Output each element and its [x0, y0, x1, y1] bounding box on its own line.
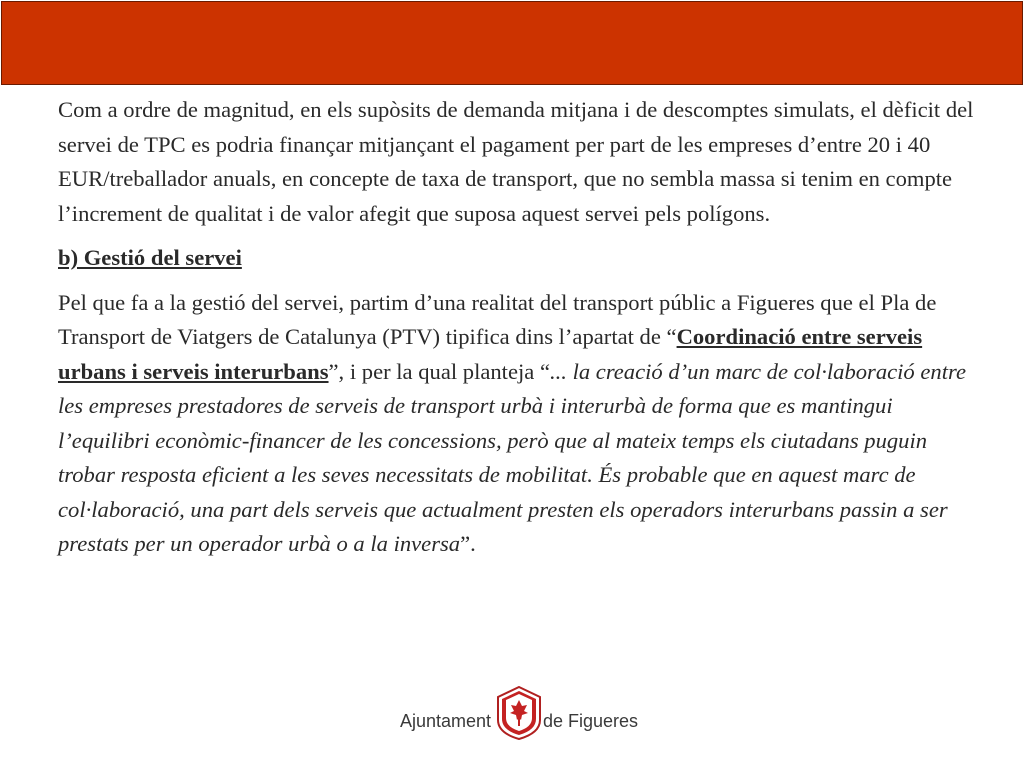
figueres-crest-icon — [497, 686, 541, 740]
paragraph-text-start: Pel que fa a la gestió del servei, partim d’una realitat del transport públic a Figueres que el Pla de Transport de Viatgers de Catalunya (PTV) tipifica dins l’apartat de “ — [58, 289, 937, 349]
paragraph-text-end: ”. — [460, 531, 476, 556]
footer-text-ajuntament: Ajuntament — [400, 711, 492, 731]
footer-logo — [400, 686, 640, 746]
management-paragraph — [58, 286, 976, 562]
slide-content — [58, 93, 976, 562]
paragraph-text-middle: ”, i per la qual planteja “ — [328, 358, 550, 384]
intro-paragraph: Com a ordre de magnitud, en els supòsits de demanda mitjana i de descomptes simulats, el dèficit del servei de TPC es podria finançar mitjançant el pagament per part de les empreses d’entre 20 i 40 EUR/treballador anuals, en concepte de taxa de transport, que no sembla massa si tenim en compte l’increment de qualitat i de valor afegit que suposa aquest servei pels polígons. — [58, 97, 974, 226]
footer-text-figueres: de Figueres — [543, 711, 639, 731]
header-bar — [1, 1, 1023, 85]
section-heading: b) Gestió del servei — [58, 245, 242, 270]
highlight-title: Coordinació entre serveis urbans i serveis interurbans — [58, 324, 923, 384]
italic-quote: ... la creació d’un marc de col·laboració entre les empreses prestadores de serveis de transport urbà i interurbà de forma que es mantingui l’equilibri econòmic-financer de les concessions, però que al mateix temps els ciutadans puguin trobar resposta eficient a les seves necessitats de mobilitat. És probable que en aquest marc de col·laboració, una part dels serveis que actualment presten els operadors interurbans passin a ser prestats per un operador urbà o a la inversa — [58, 358, 966, 556]
